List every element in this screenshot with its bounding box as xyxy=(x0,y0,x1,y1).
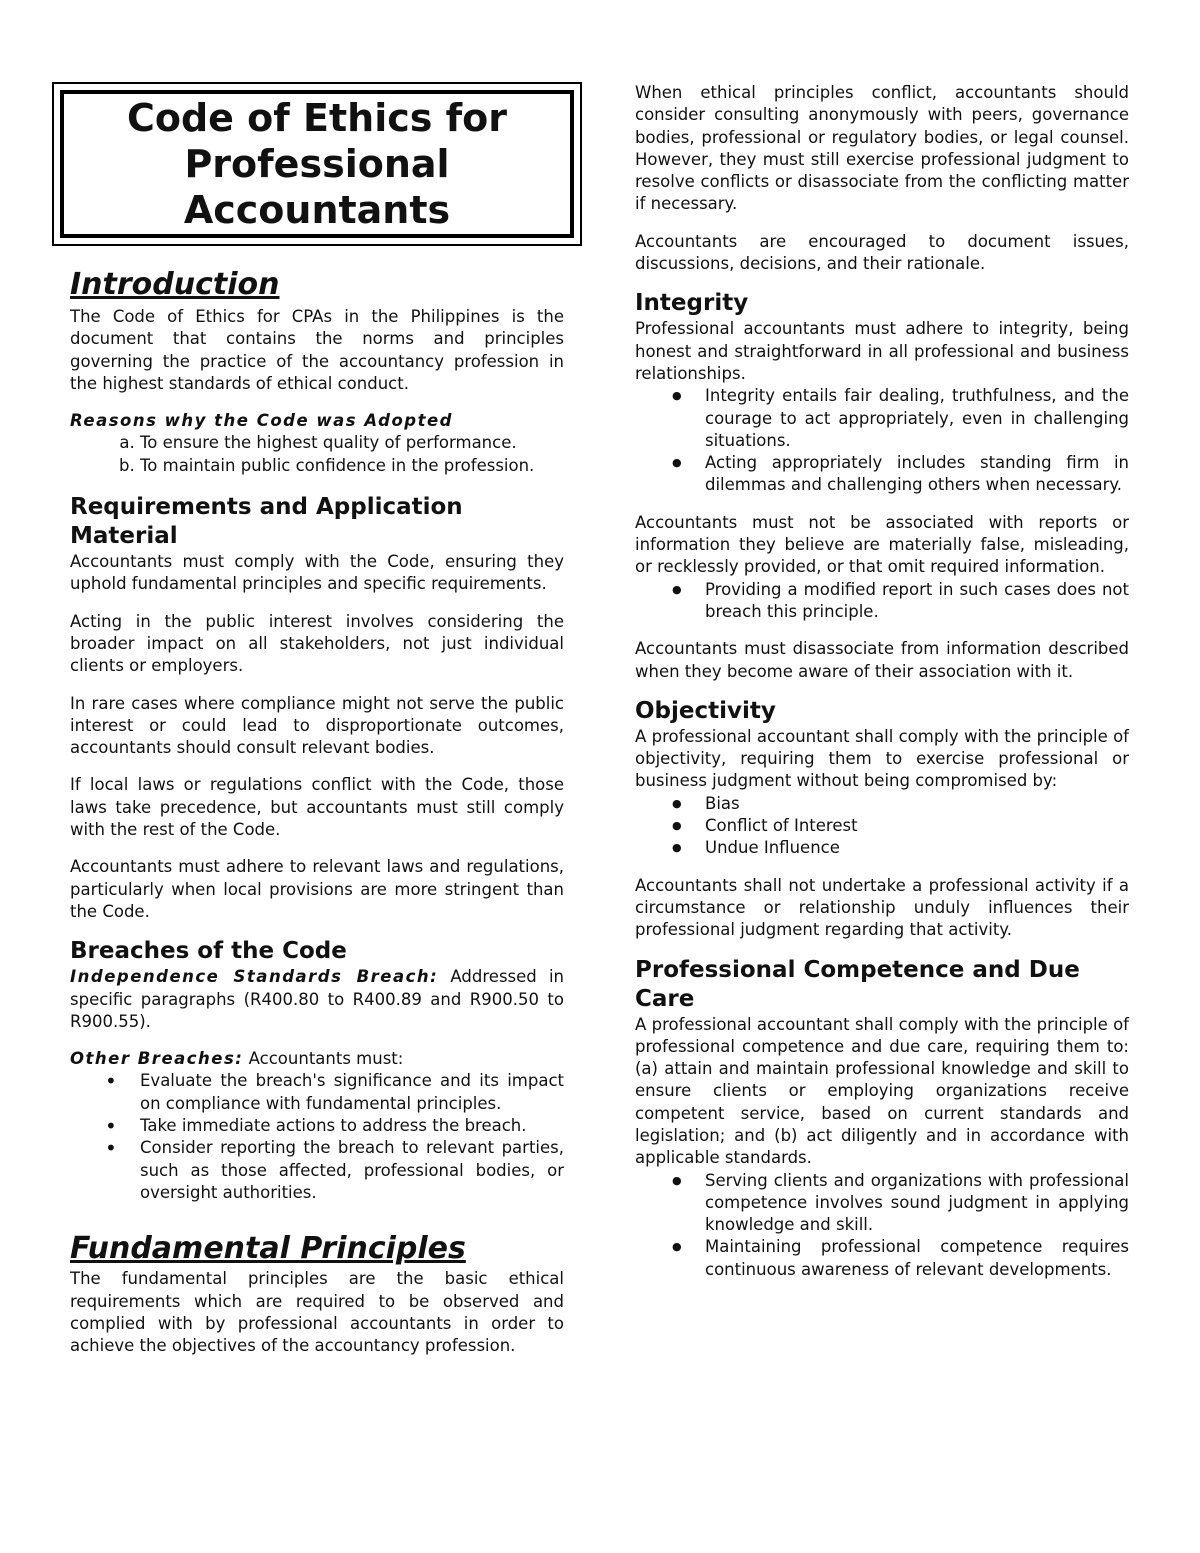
requirements-para: Accountants must comply with the Code, ensuring they uphold fundamental principles and specific requirements. xyxy=(70,552,564,594)
fundamental-principles-body: The fundamental principles are the basic ethical requirements which are required to be observed and complied with by professional accountants in order to achieve the objectives of the accountancy profession. xyxy=(70,1269,564,1356)
competence-heading: Professional Competence and Due Care xyxy=(635,956,1080,1012)
independence-breach-text: Addressed in specific paragraphs (R400.80 to R400.89 and R900.50 to R900.55). xyxy=(70,967,564,1031)
breach-action-item: • Evaluate the breach's significance and its impact on compliance with fundamental principles. xyxy=(140,1070,564,1115)
objectivity-body: A professional accountant shall comply with the principle of objectivity, requiring them to exercise professional or business judgment without being compromised by: xyxy=(635,726,1129,791)
objectivity-heading: Objectivity xyxy=(635,697,776,724)
reason-item: b. To maintain public confidence in the profession. xyxy=(140,455,564,477)
breach-action-item: • Consider reporting the breach to relevant parties, such as those affected, professional bodies, or oversight authorities. xyxy=(140,1137,564,1204)
requirements-para: In rare cases where compliance might not serve the public interest or could lead to disproportionate outcomes, accountants should consult relevant bodies. xyxy=(70,693,564,758)
other-breaches-text: Accountants must: xyxy=(243,1049,404,1069)
integrity-body: Professional accountants must adhere to integrity, being honest and straightforward in all professional and business relationships. xyxy=(635,319,1129,383)
integrity-list-2 xyxy=(635,579,1129,624)
competence-body: A professional accountant shall comply with the principle of professional competence and due care, requiring them to: (a) attain and maintain professional knowledge and skill to ensure clients or employing organizations receive competent service, based on current standards and legislation; and (b) act diligently and in accordance with applicable standards. xyxy=(635,1014,1129,1168)
objectivity-list xyxy=(635,793,1129,860)
competence-item: ● Maintaining professional competence requires continuous awareness of relevant developments. xyxy=(705,1236,1129,1281)
requirements-para: Acting in the public interest involves considering the broader impact on all stakeholders, not just individual clients or employers. xyxy=(70,611,564,676)
other-breaches-label: Other Breaches: xyxy=(70,1049,244,1069)
independence-breach-para xyxy=(70,966,564,1033)
conflict-para: When ethical principles conflict, accountants should consider consulting anonymously with peers, governance bodies, professional or regulatory bodies, or legal counsel. However, they must still exercise professional judgment to resolve conflicts or disassociate from the conflicting matter if necessary. xyxy=(635,83,1129,214)
introduction-body: The Code of Ethics for CPAs in the Philippines is the document that contains the norms and principles governing the practice of the accountancy profession in the highest standards of ethical conduct. xyxy=(70,307,564,393)
right-column xyxy=(635,82,1129,1281)
reasons-title: Reasons why the Code was Adopted xyxy=(70,411,453,431)
reasons-list xyxy=(70,432,564,477)
integrity-item: ● Acting appropriately includes standing firm in dilemmas and challenging others when necessary. xyxy=(705,452,1129,497)
breach-actions-list xyxy=(70,1070,564,1204)
title-inner-border xyxy=(60,90,574,238)
other-breaches-para xyxy=(70,1048,564,1070)
objectivity-item: ● Bias xyxy=(705,793,1129,815)
objectivity-item: ● Undue Influence xyxy=(705,837,1129,859)
conflict-para: Accountants are encouraged to document issues, discussions, decisions, and their rationale. xyxy=(635,231,1129,274)
competence-list xyxy=(635,1170,1129,1281)
objectivity-item: ● Conflict of Interest xyxy=(705,815,1129,837)
objectivity-body-2: Accountants shall not undertake a professional activity if a circumstance or relationship unduly influences their professional judgment regarding that activity. xyxy=(635,875,1129,940)
integrity-item: ● Integrity entails fair dealing, truthfulness, and the courage to act appropriately, even in challenging situations. xyxy=(705,385,1129,452)
breaches-heading: Breaches of the Code xyxy=(70,938,347,965)
reason-item: a. To ensure the highest quality of performance. xyxy=(140,432,564,454)
left-column xyxy=(70,268,564,1357)
title-box xyxy=(52,82,582,246)
integrity-item: ● Providing a modified report in such cases does not breach this principle. xyxy=(705,579,1129,624)
requirements-para: If local laws or regulations conflict with the Code, those laws take precedence, but accountants must still comply with the rest of the Code. xyxy=(70,775,564,840)
breach-action-item: • Take immediate actions to address the breach. xyxy=(140,1115,564,1137)
requirements-heading: Requirements and Application Material xyxy=(70,494,463,550)
document-title: Code of Ethics for Professional Accountants xyxy=(126,96,508,232)
integrity-list xyxy=(635,385,1129,496)
independence-breach-label: Independence Standards Breach: xyxy=(70,967,439,987)
introduction-heading: Introduction xyxy=(70,267,280,302)
competence-item: ● Serving clients and organizations with professional competence involves sound judgment in applying knowledge and skill. xyxy=(705,1170,1129,1237)
integrity-body-2: Accountants must not be associated with reports or information they believe are materially false, misleading, or recklessly provided, or that omit required information. xyxy=(635,512,1129,577)
integrity-body-3: Accountants must disassociate from information described when they become aware of their association with it. xyxy=(635,639,1129,681)
integrity-heading: Integrity xyxy=(635,290,749,317)
fundamental-principles-heading: Fundamental Principles xyxy=(70,1231,466,1267)
requirements-para: Accountants must adhere to relevant laws and regulations, particularly when local provisions are more stringent than the Code. xyxy=(70,857,564,921)
